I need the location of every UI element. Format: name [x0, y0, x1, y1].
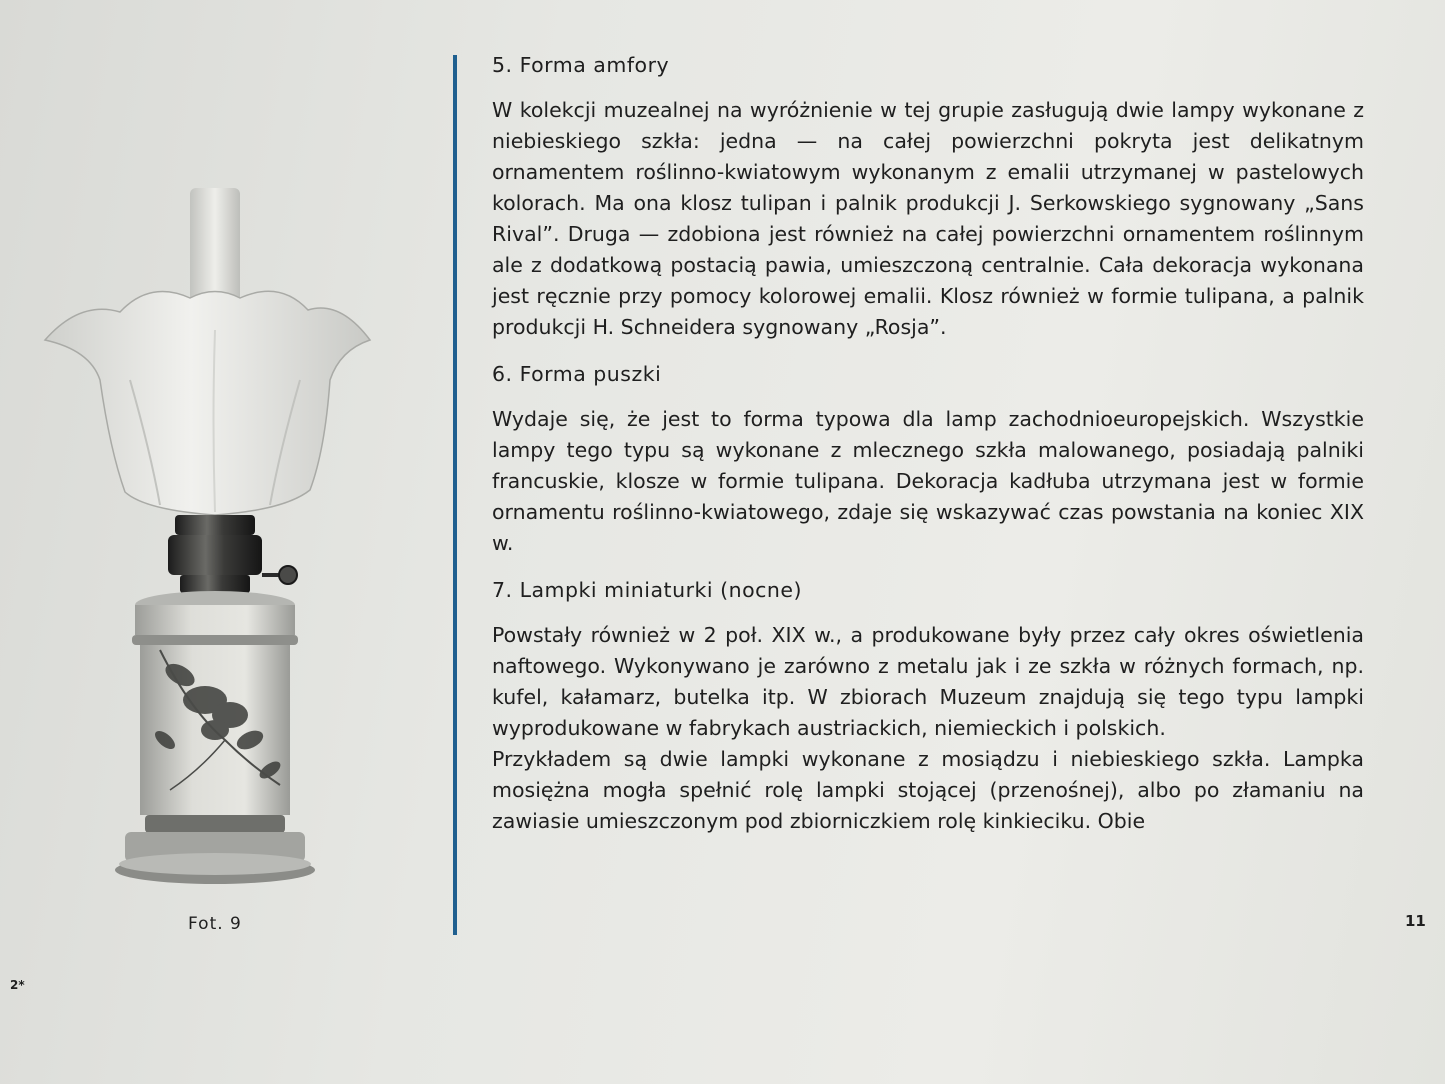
body-text: [492, 50, 1364, 837]
paragraph: W kolekcji muzealnej na wyróżnienie w tej grupie zasługują dwie lampy wykonane z niebieskiego szkła: jedna — na całej powierzchni pokryta jest delikatnym ornamentem roślinno-kwiatowym wykonanym z emalii utrzymanej w pastelowych kolorach. Ma ona klosz tulipan i palnik produkcji J. Serkowskiego sygnowany „Sans Rival”. Druga — zdobiona jest również na całej powierzchni ornamentem roślinnym ale z dodatkową postacią pawia, umieszczoną centralnie. Cała dekoracja wykonana jest ręcznie przy pomocy kolorowej emalii. Klosz również w formie tulipana, a palnik produkcji H. Schneidera sygnowany „Rosja”.: [492, 98, 1364, 339]
section: [492, 50, 1364, 343]
paragraph: Przykładem są dwie lampki wykonane z mosiądzu i niebieskiego szkła. Lampka mosiężna mogła spełnić rolę lampki stojącej (przenośnej), albo po złamaniu na zawiasie umieszczonym pod zbiorniczkiem rolę kinkieciku. Obie: [492, 747, 1364, 833]
paragraph: Powstały również w 2 poł. XIX w., a produkowane były przez cały okres oświetlenia naftowego. Wykonywano je zarówno z metalu jak i ze szkła w różnych formach, np. kufel, kałamarz, butelka itp. W zbiorach Muzeum znajdują się tego typu lampki wyprodukowane w fabrykach austriackich, niemieckich i polskich.: [492, 623, 1364, 740]
section-heading: 6. Forma puszki: [492, 362, 662, 386]
oil-lamp-photo: [40, 180, 380, 900]
figure-caption: Fot. 9: [188, 914, 242, 934]
section-heading: 7. Lampki miniaturki (nocne): [492, 578, 802, 602]
paragraph: Wydaje się, że jest to forma typowa dla lamp zachodnioeuropejskich. Wszystkie lampy tego typu są wykonane z mlecznego szkła malowanego, posiadają palniki francuskie, klosze w formie tulipana. Dekoracja kadłuba utrzymana jest w formie ornamentu roślinno-kwiatowego, zdaje się wskazywać czas powstania na koniec XIX w.: [492, 407, 1364, 555]
signature-mark: 2*: [10, 978, 25, 992]
vertical-rule: [453, 55, 457, 935]
section-heading: 5. Forma amfory: [492, 53, 670, 77]
page-number: 11: [1405, 912, 1426, 930]
section: [492, 575, 1364, 837]
section: [492, 359, 1364, 559]
